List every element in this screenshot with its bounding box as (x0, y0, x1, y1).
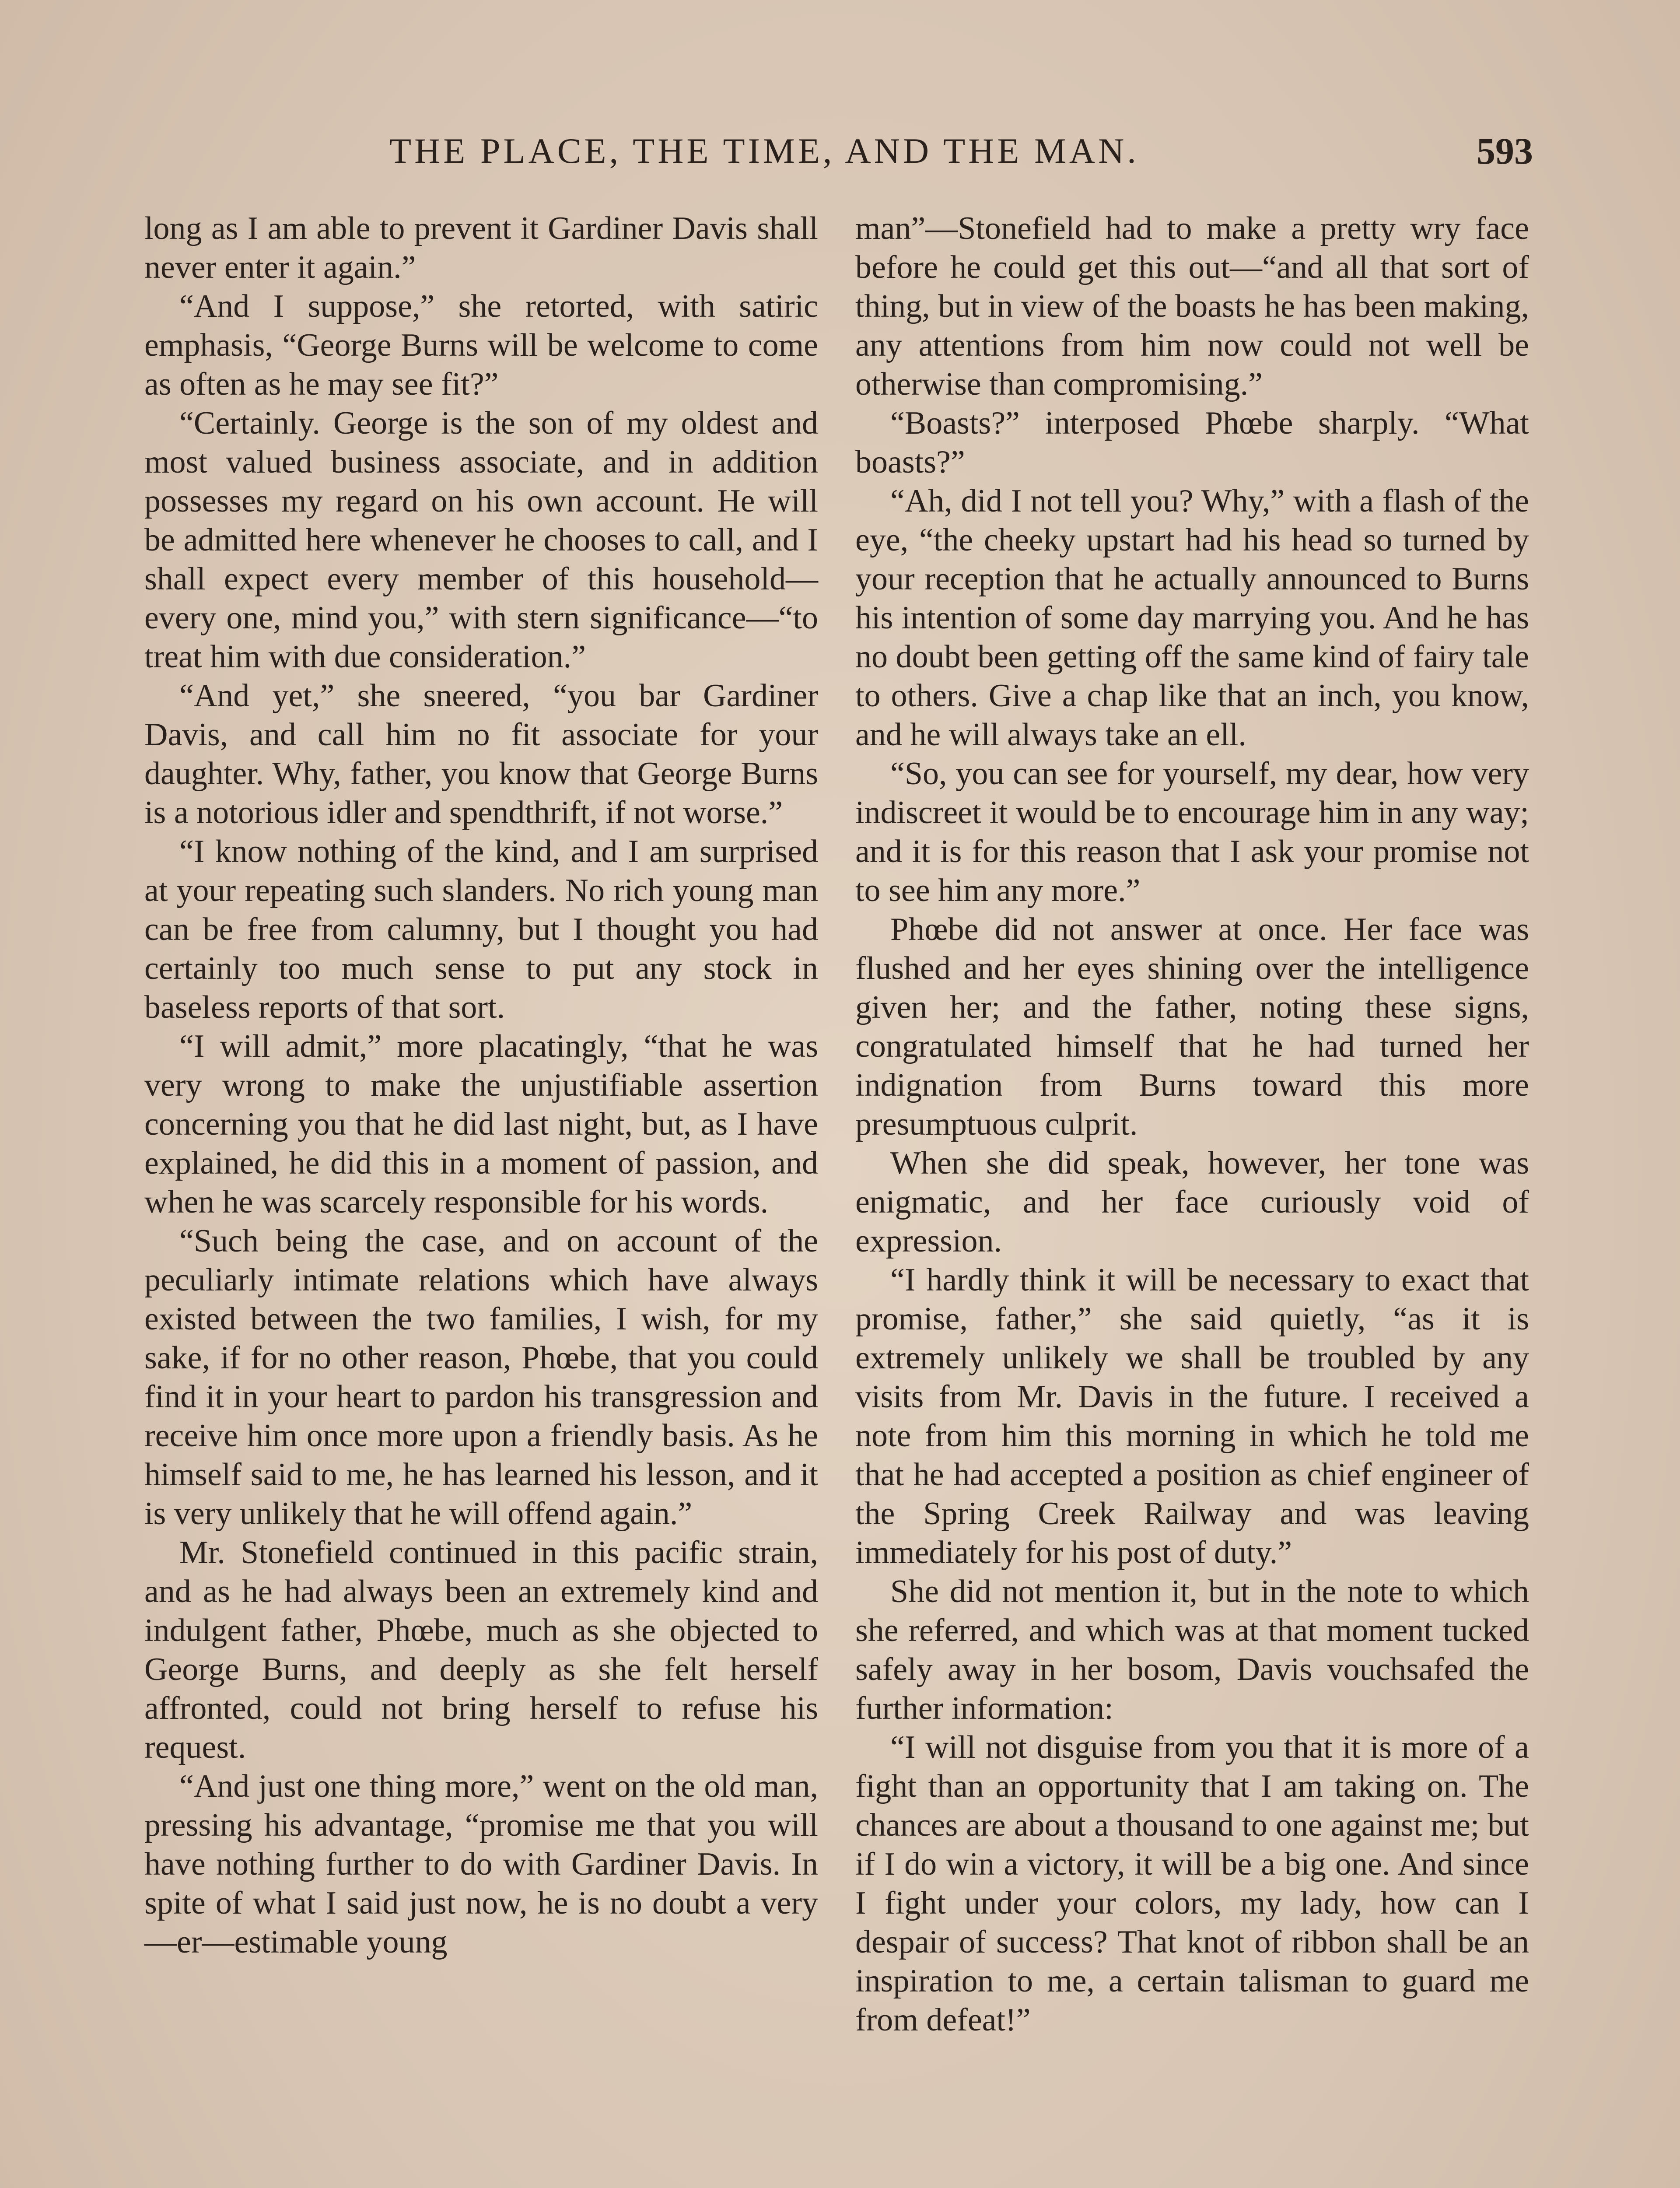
paragraph: When she did speak, however, her tone was enigmatic, and her face curiously void of expression. (855, 1145, 1529, 1259)
paragraph: “Certainly. George is the son of my oldest and most valued business associate, and in addition possesses my regard on his own account. He will be admitted here whenever he chooses to call, and I shall expect every member of this household—every one, mind you,” with stern significance—“to treat him with due consideration.” (144, 405, 818, 675)
paragraph: She did not mention it, but in the note to which she referred, and which was at that moment tucked safely away in her bosom, Davis vouchsafed the further information: (855, 1574, 1529, 1726)
right-column (855, 209, 1529, 2040)
paragraph: Phœbe did not answer at once. Her face was flushed and her eyes shining over the intelligence given her; and the father, noting these signs, congratulated himself that he had turned her indignation from Burns toward this more presumptuous culprit. (855, 912, 1529, 1142)
paragraph: “I will not disguise from you that it is more of a fight than an opportunity that I am taking on. The chances are about a thousand to one against me; but if I do win a victory, it will be a big one. And since I fight under your colors, my lady, how can I despair of success? That knot of ribbon shall be an inspiration to me, a certain talisman to guard me from defeat!” (855, 1729, 1529, 2038)
left-column (144, 209, 818, 1962)
paragraph: “Boasts?” interposed Phœbe sharply. “What boasts?” (855, 405, 1529, 480)
paragraph: “And yet,” she sneered, “you bar Gardiner Davis, and call him no fit associate for your daughter. Why, father, you know that George Burns is a notorious idler and spendthrift, if not worse.” (144, 678, 818, 831)
paragraph: “I know nothing of the kind, and I am surprised at your repeating such slanders. No rich young man can be free from calumny, but I thought you had certainly too much sense to put any stock in baseless reports of that sort. (144, 834, 818, 1025)
paragraph: man”—Stonefield had to make a pretty wry face before he could get this out—“and all that sort of thing, but in view of the boasts he has been making, any attentions from him now could not well be otherwise than compromising.” (855, 210, 1529, 402)
paragraph: “So, you can see for yourself, my dear, how very indiscreet it would be to encourage him in any way; and it is for this reason that I ask your promise not to see him any more.” (855, 756, 1529, 908)
paragraph: long as I am able to prevent it Gardiner Davis shall never enter it again.” (144, 210, 818, 285)
paragraph: “Such being the case, and on account of the peculiarly intimate relations which have always existed between the two families, I wish, for my sake, if for no other reason, Phœbe, that you could find it in your heart to pardon his transgression and receive him once more upon a friendly basis. As he himself said to me, he has learned his lesson, and it is very unlikely that he will offend again.” (144, 1223, 818, 1532)
paragraph: “Ah, did I not tell you? Why,” with a flash of the eye, “the cheeky upstart had his head so turned by your reception that he actually announced to Burns his intention of some day marrying you. And he has no doubt been getting off the same kind of fairy tale to others. Give a chap like that an inch, you know, and he will always take an ell. (855, 483, 1529, 753)
page-number: 593 (1477, 130, 1533, 172)
running-header (0, 127, 1680, 179)
running-title: THE PLACE, THE TIME, AND THE MAN. (389, 131, 1139, 171)
paragraph: Mr. Stonefield continued in this pacific strain, and as he had always been an extremely kind and indulgent father, Phœbe, much as she objected to George Burns, and deeply as she felt herself affronted, could not bring herself to refuse his request. (144, 1535, 818, 1765)
paragraph: “And just one thing more,” went on the old man, pressing his advantage, “promise me that you will have nothing further to do with Gardiner Davis. In spite of what I said just now, he is no doubt a very—er—estimable young (144, 1768, 818, 1960)
paragraph: “And I suppose,” she retorted, with satiric emphasis, “George Burns will be welcome to come as often as he may see fit?” (144, 288, 818, 402)
paragraph: “I will admit,” more placatingly, “that he was very wrong to make the unjustifiable assertion concerning you that he did last night, but, as I have explained, he did this in a moment of passion, and when he was scarcely responsible for his words. (144, 1028, 818, 1220)
paragraph: “I hardly think it will be necessary to exact that promise, father,” she said quietly, “as it is extremely unlikely we shall be troubled by any visits from Mr. Davis in the future. I received a note from him this morning in which he told me that he had accepted a position as chief engineer of the Spring Creek Railway and was leaving immediately for his post of duty.” (855, 1262, 1529, 1571)
